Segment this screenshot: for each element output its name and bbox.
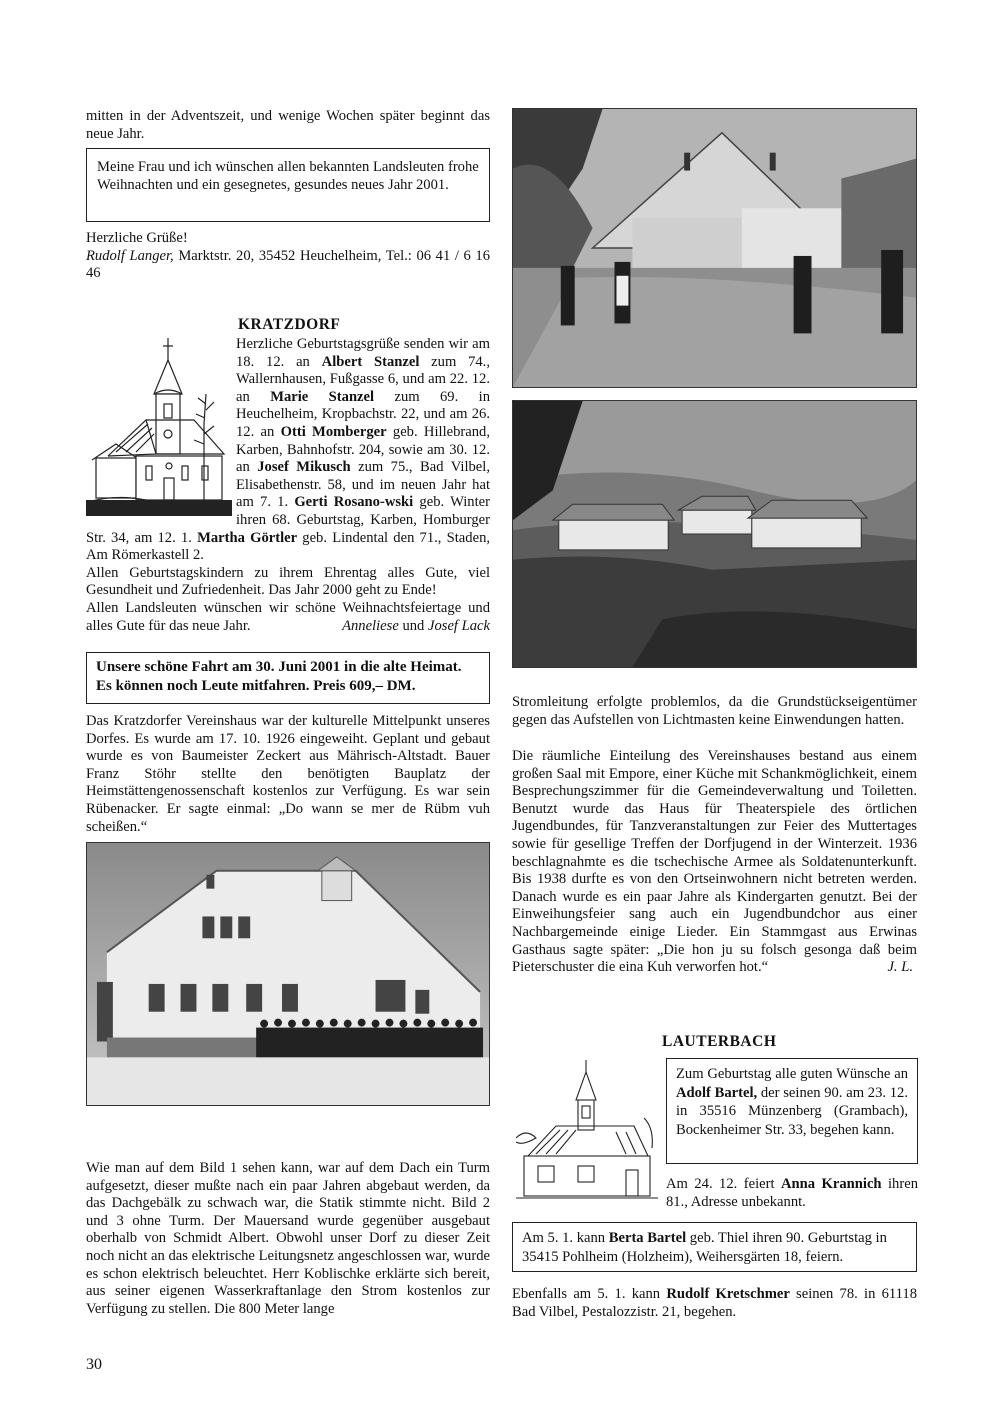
signer-and: und xyxy=(398,617,428,634)
lauterbach-text: Am 5. 1. kann xyxy=(522,1230,609,1246)
lauterbach-text: ihren 81., Adresse unbekannt. xyxy=(666,1176,918,1210)
signer-b: Josef Lack xyxy=(427,617,490,634)
birthday-name: wski xyxy=(384,494,414,511)
kratzdorf-wish-1: Allen Geburtstagskindern zu ihrem Ehrentag alles Gute, viel Gesundheit und Zufriedenheit. Das Jahr 2000 geht zu Ende! xyxy=(86,564,490,599)
kratzdorf-text: geb. Hillebrand, Karben, Bahnhofstr. 204, sowie am 30. 12. an xyxy=(236,423,490,476)
lauterbach-heading-wrap xyxy=(662,1033,776,1051)
trip-box xyxy=(86,652,490,704)
church-float-spacer xyxy=(86,336,236,520)
berta-bartel-box xyxy=(512,1222,917,1272)
birthday-name: Marie Stanzel xyxy=(270,388,375,405)
chapel-drawing xyxy=(516,1058,658,1200)
lauterbach-heading: LAUTERBACH xyxy=(662,1033,777,1050)
sender-address: Marktstr. 20, 35452 Heuchelheim, Tel.: 06 41 / 6 16 46 xyxy=(86,247,490,282)
birthday-name: Anna Krannich xyxy=(781,1176,882,1192)
kratzdorf-heading: KRATZDORF xyxy=(238,316,341,333)
birthday-name: Josef Mikusch xyxy=(257,459,351,476)
anna-krannich-text xyxy=(666,1176,918,1211)
trip-line-2: Es können noch Leute mitfahren. Preis 609,– DM. xyxy=(96,678,416,694)
verein-paragraph-2: Wie man auf dem Bild 1 sehen kann, war auf dem Dach ein Turm aufgesetzt, dieser mußte nach ein paar Jahren abgebaut werden, da das Dachgebälk zu schwach war, die Statik stimmte nicht. Bild 2 und 3 ohne Turm. Der Mauersand wurde gegenüber ausgebaut oberhalb von Schmidt Albert. Obwohl unser Dorf zu dieser Zeit noch nicht an das elektrische Leitungsnetz angeschlossen war, wurde es schon elektrisch beleuchtet. Herr Koblischke erklärte sich bereit, aus seiner eigenen Wasserkraftanlage den Strom kostenlos zur Verfügung zu stellen. Die 800 Meter lange xyxy=(86,1160,490,1317)
village-house-photo xyxy=(512,108,917,388)
verein-paragraph-4-wrap xyxy=(512,748,917,977)
kratzdorf-text: zum 74., Wallernhausen, Fußgasse 6, und am 22. 12. an xyxy=(236,353,490,405)
trip-line-1: Unsere schöne Fahrt am 30. Juni 2001 in die alte Heimat. xyxy=(96,659,462,675)
kratzdorf-text: zum 75., Bad Vilbel, Elisabethenstr. 58, und im neuen Jahr hat am 7. 1. xyxy=(236,459,490,511)
kratzdorf-wish-2: Allen Landsleuten wünschen wir schöne Weihnachtsfeiertage und alles Gute für das neue Jahr. xyxy=(86,599,490,634)
greeting-box-text: Meine Frau und ich wünschen allen bekannten Landsleuten frohe Weihnachten und ein gesegnetes, gesundes neues Jahr 2001. xyxy=(97,159,479,193)
verein-paragraph-4: Die räumliche Einteilung des Vereinshauses bestand aus einem großen Saal mit Empore, einer Küche mit Schankmöglichkeit, einem Besprechungszimmer für die Gemeindeverwaltung und Toiletten. Benutzt wurde das Haus für Theaterspiele des örtlichen Jugendbundes, für Tanzveranstaltungen zur Feier des Muttertages sowie für gesellige Treffen der Dorfjugend in der Winterzeit. 1936 beschlagnahmte es die tschechische Armee als Soldatenunterkunft. Bis 1938 durfte es von den Ortseinwohnern nicht betreten werden. Danach wurde es ein paar Jahre als Kindergarten genutzt. Bei der Einweihungsfeier sang auch ein Jugendbundchor aus einer Nachbargemeinde einige Lieder. Ein Stammgast aus Erwinas Gasthaus sagte später: „Die hon ju su folsch gesonga daß beim Pieterschuster die eina Kuh verworfen hot.“ xyxy=(512,748,917,976)
lauterbach-text: Ebenfalls am 5. 1. kann xyxy=(512,1286,667,1302)
village-landscape-photo xyxy=(512,400,917,668)
kratzdorf-text: geb. Lindental den 71., Staden, Am Römerkastell 2. xyxy=(86,529,491,564)
kratzdorf-text: Herzliche Geburtstagsgrüße senden wir am 18. 12. an xyxy=(236,336,490,370)
birthday-name: Otti Momberger xyxy=(280,423,387,440)
kratzdorf-birthdays xyxy=(86,336,490,635)
birthday-name: Berta Bartel xyxy=(608,1230,687,1246)
rudolf-kretschmer-text xyxy=(512,1286,917,1321)
birthday-name: Albert Stanzel xyxy=(321,353,420,370)
lauterbach-box xyxy=(666,1058,918,1164)
kratzdorf-heading-wrap xyxy=(238,316,490,334)
page-number: 30 xyxy=(86,1356,102,1373)
lauterbach-text: geb. Thiel ihren 90. Geburtstag in 35415 Pohlheim (Holzheim), Weihersgärten 18, feiern. xyxy=(522,1230,887,1265)
birthday-name: Gerti Rosano- xyxy=(294,494,385,511)
birthday-name: Martha Görtler xyxy=(197,529,298,546)
lauterbach-box-text: der seinen 90. am 23. 12. in 35516 Münzenberg (Grambach), Bockenheimer Str. 33, begehen kann. xyxy=(676,1084,908,1138)
kratzdorf-text: zum 69. in Heuchelheim, Kropbachstr. 22, und am 26. 12. an xyxy=(236,388,490,440)
kratzdorf-signature xyxy=(342,618,490,636)
kratzdorf-wish-2-wrap xyxy=(86,600,490,635)
greeting-box xyxy=(86,148,490,222)
herzliche-grusse: Herzliche Grüße! xyxy=(86,230,188,246)
kratzdorf-text: geb. Winter ihren 68. Geburtstag, Karben, Homburger Str. 34, am 12. 1. xyxy=(86,494,490,546)
vereinshaus-photo xyxy=(86,842,490,1106)
verein-signature: J. L. xyxy=(887,959,913,976)
sender-name: Rudolf Langer, xyxy=(86,247,174,264)
lauterbach-box-text: Zum Geburtstag alle guten Wünsche an xyxy=(676,1066,908,1082)
lauterbach-text: Am 24. 12. feiert xyxy=(666,1176,781,1192)
birthday-name: Adolf Bartel, xyxy=(676,1084,758,1101)
lauterbach-text: seinen 78. in 61118 Bad Vilbel, Pestalozzistr. 21, begehen. xyxy=(512,1286,917,1320)
signature-block xyxy=(86,230,490,283)
verein-paragraph-3: Stromleitung erfolgte problemlos, da die Grundstückseigentümer gegen das Aufstellen von Lichtmasten keine Einwendungen hatten. xyxy=(512,694,917,728)
verein-paragraph-1: Das Kratzdorfer Vereinshaus war der kulturelle Mittelpunkt unseres Dorfes. Es wurde am 17. 10. 1926 eingeweiht. Geplant und gebaut wurde es von Baumeister Zeckert aus Mährisch-Altstadt. Bauer Franz Stöhr stellte den benötigten Bauplatz der Heimstättengenossenschaft kostenlos zur Verfügung. Es war sein Rübenacker. Er sagte einmal: „Do wann se mer de Rübm vuh scheißen.“ xyxy=(86,713,490,835)
intro-text: mitten in der Adventszeit, und wenige Wochen später beginnt das neue Jahr. xyxy=(86,108,490,142)
signer-a: Anneliese xyxy=(342,617,399,634)
birthday-name: Rudolf Kretschmer xyxy=(666,1286,790,1302)
